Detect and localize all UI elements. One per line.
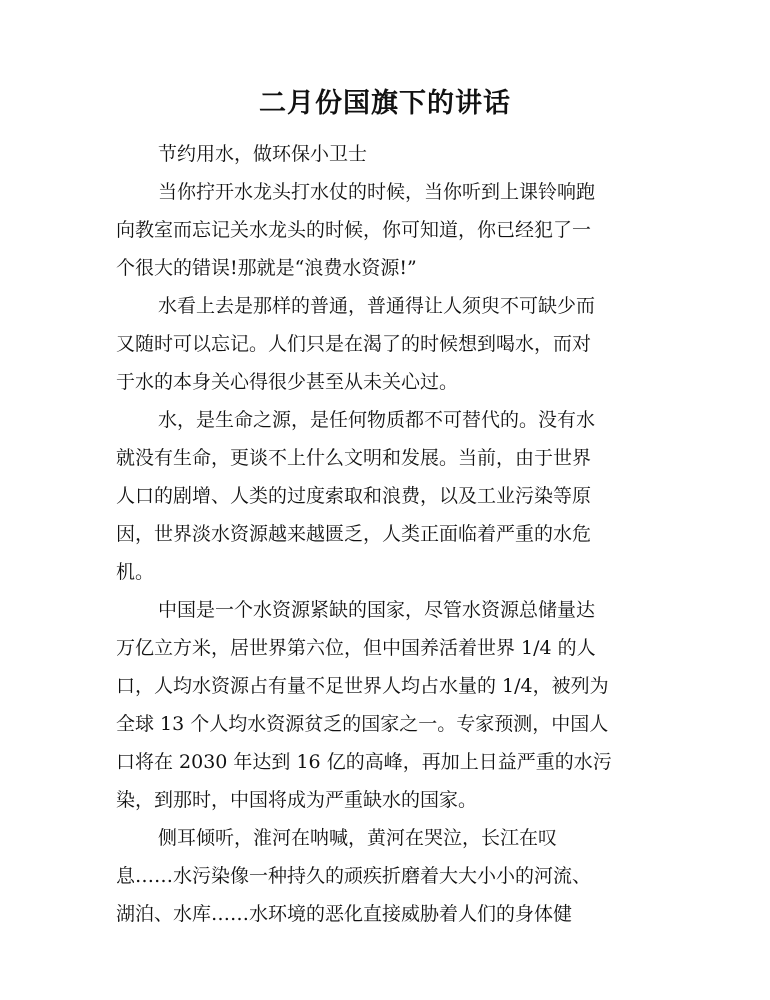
paragraph-line: 因，世界淡水资源越来越匮乏，人类正面临着严重的水危 <box>116 523 592 545</box>
paragraph-line: 个很大的错误!那就是“浪费水资源!” <box>116 257 417 279</box>
paragraph-line: 于水的本身关心得很少甚至从未关心过。 <box>116 371 459 393</box>
paragraph-line: 水看上去是那样的普通，普通得让人须臾不可缺少而 <box>158 295 596 317</box>
paragraph-line: 人口的剧增、人类的过度索取和浪费，以及工业污染等原 <box>116 485 592 507</box>
subtitle-line: 节约用水，做环保小卫士 <box>158 143 368 165</box>
paragraph-line: 机。 <box>116 561 155 583</box>
paragraph-line: 湖泊、水库……水环境的恶化直接威胁着人们的身体健 <box>116 903 573 925</box>
paragraph-line: 水，是生命之源，是任何物质都不可替代的。没有水 <box>158 409 596 431</box>
paragraph-line: 染，到那时，中国将成为严重缺水的国家。 <box>116 789 478 811</box>
paragraph-line: 口将在 2030 年达到 16 亿的高峰，再加上日益严重的水污 <box>116 751 612 773</box>
paragraph-line: 向教室而忘记关水龙头的时候，你可知道，你已经犯了一 <box>116 219 592 241</box>
document-title: 二月份国旗下的讲话 <box>259 88 511 119</box>
paragraph-line: 万亿立方米，居世界第六位，但中国养活着世界 1/4 的人 <box>116 637 596 659</box>
paragraph-line: 全球 13 个人均水资源贫乏的国家之一。专家预测，中国人 <box>116 713 609 735</box>
paragraph-line: 当你拧开水龙头打水仗的时候，当你听到上课铃响跑 <box>158 181 596 203</box>
paragraph-line: 侧耳倾听，淮河在呐喊，黄河在哭泣，长江在叹 <box>158 827 558 849</box>
paragraph-line: 中国是一个水资源紧缺的国家，尽管水资源总储量达 <box>158 599 596 621</box>
paragraph-line: 又随时可以忘记。人们只是在渴了的时候想到喝水，而对 <box>116 333 592 355</box>
paragraph-line: 口，人均水资源占有量不足世界人均占水量的 1/4，被列为 <box>116 675 609 697</box>
paragraph-line: 息……水污染像一种持久的顽疾折磨着大大小小的河流、 <box>116 865 592 887</box>
paragraph-line: 就没有生命，更谈不上什么文明和发展。当前，由于世界 <box>116 447 592 469</box>
